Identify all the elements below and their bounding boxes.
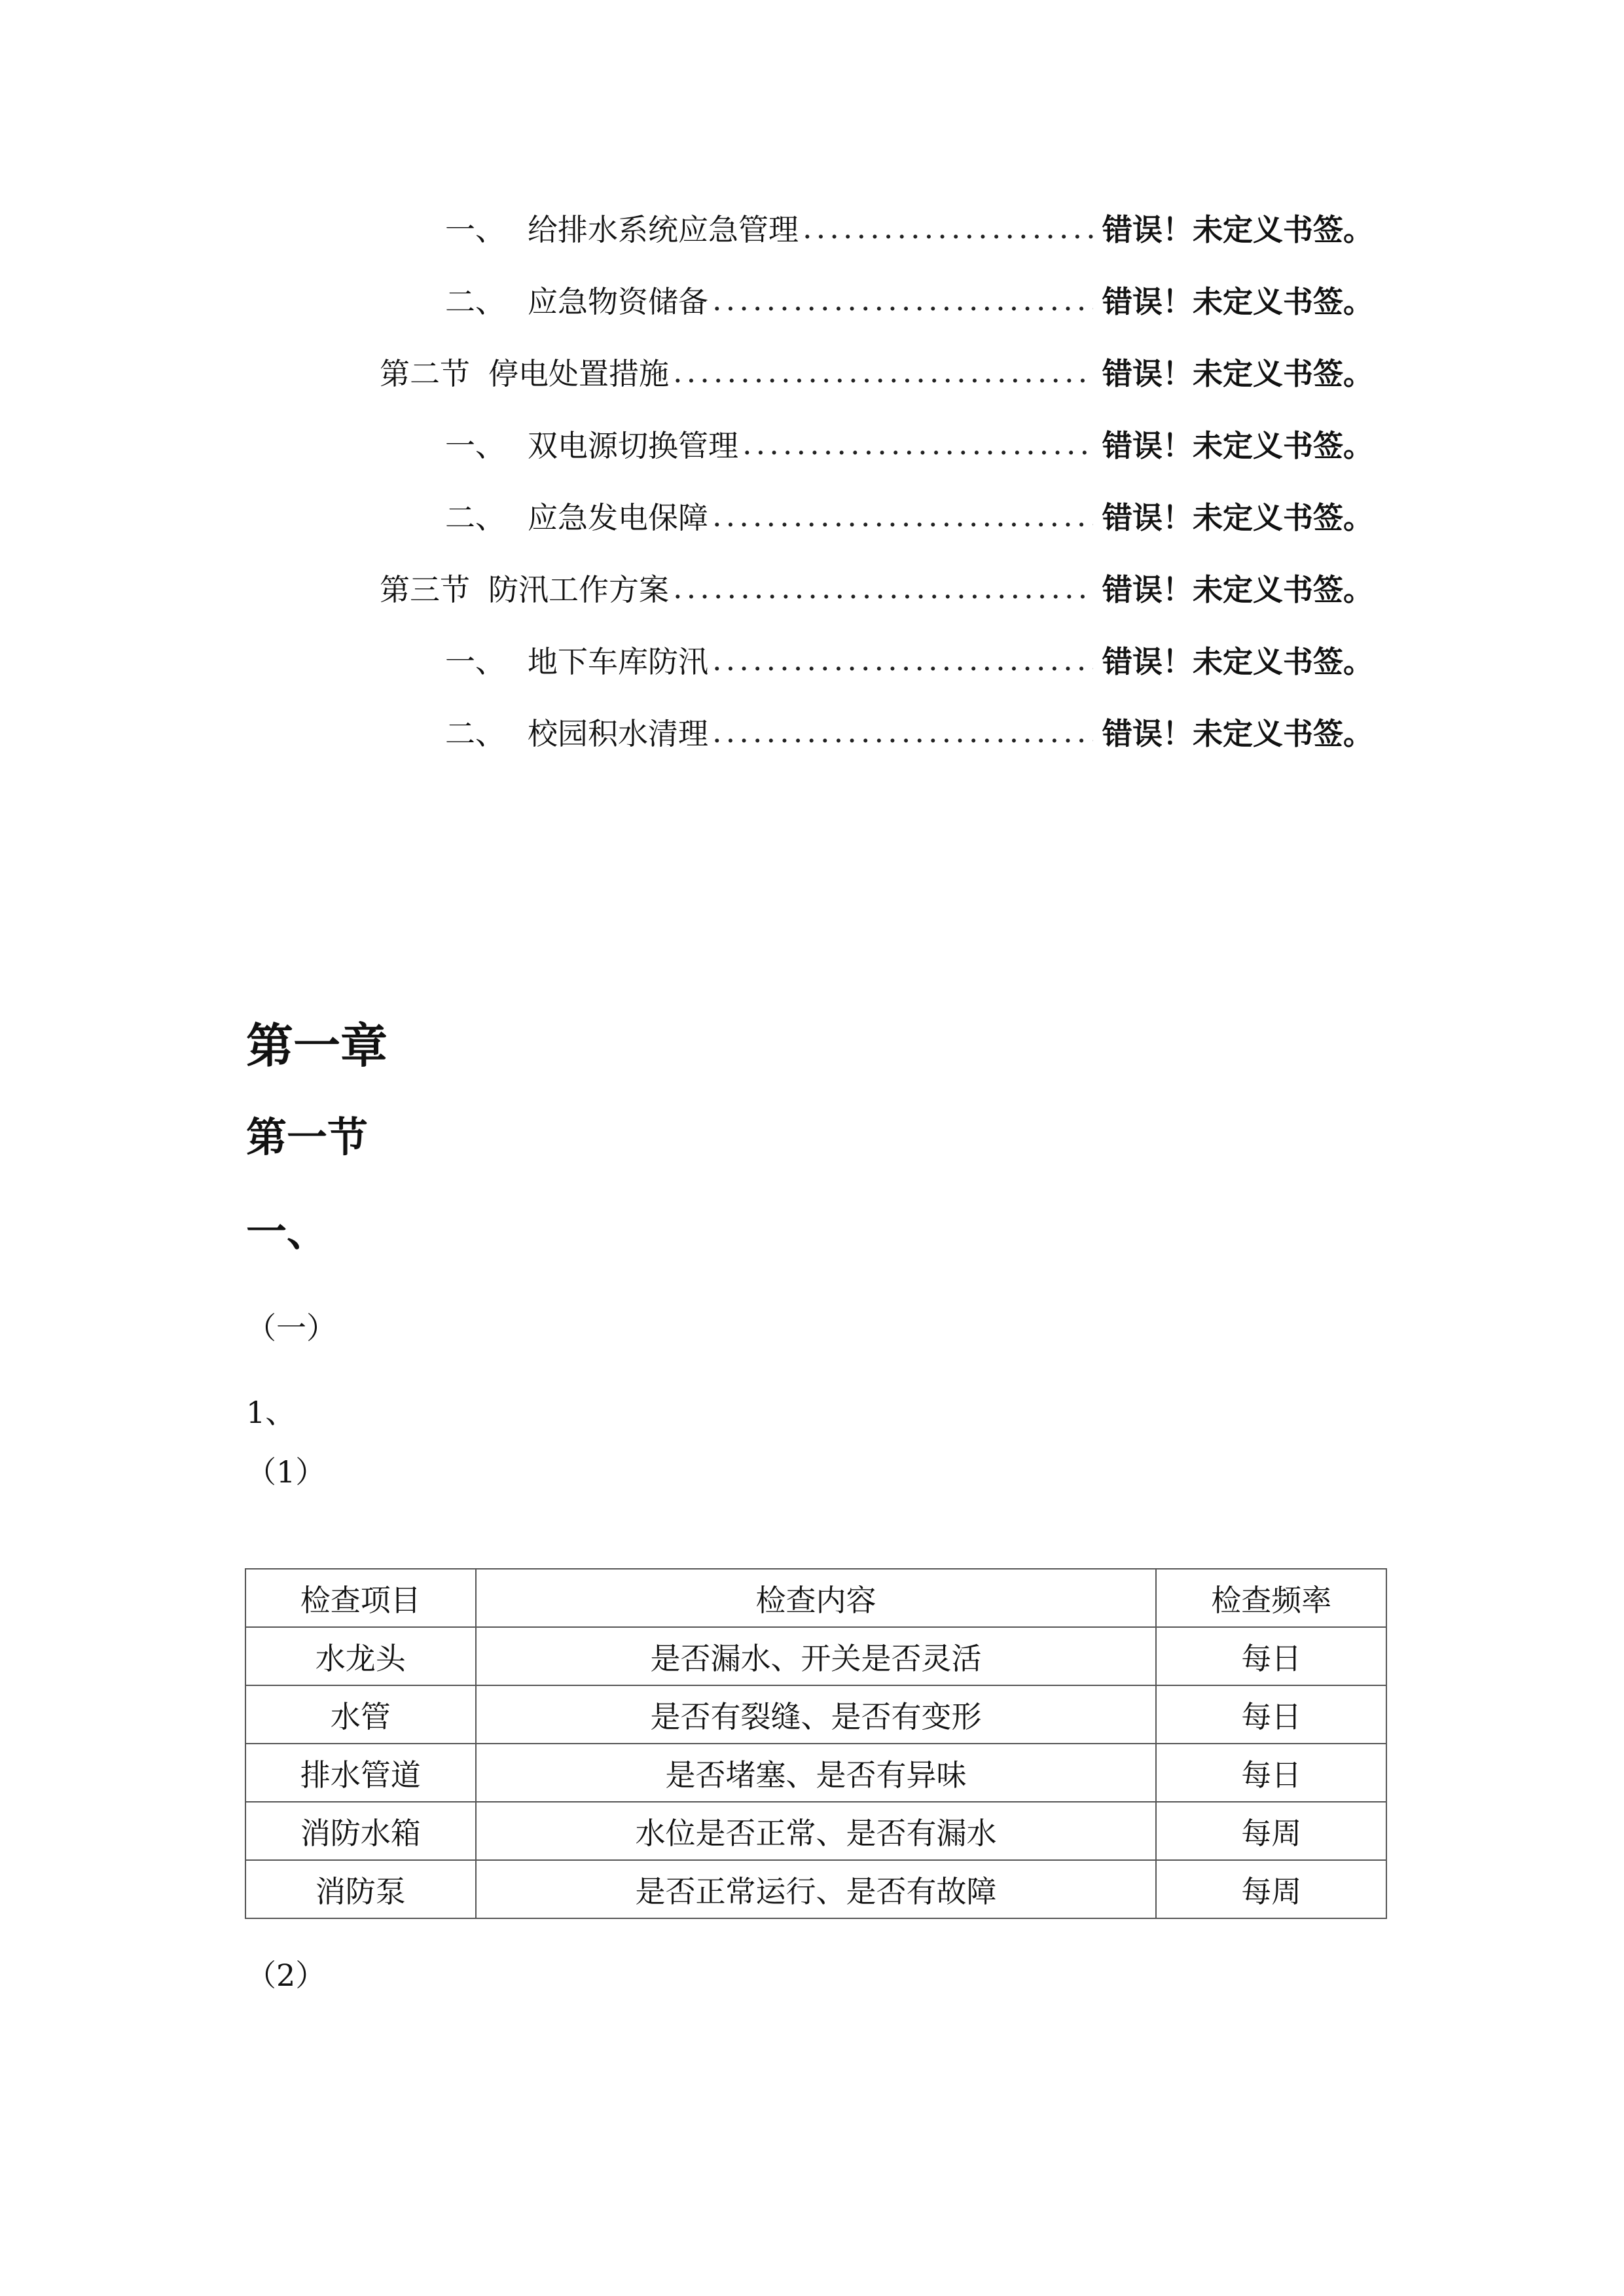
toc-entry-page-error: 错误！未定义书签。 — [1102, 644, 1373, 679]
item-heading: 一、 — [246, 1208, 328, 1255]
table-cell: 是否正常运行、是否有故障 — [476, 1860, 1157, 1918]
table-row — [245, 1685, 1386, 1744]
toc-entry-title: 应急发电保障 — [528, 500, 708, 535]
toc-entry-page-error: 错误！未定义书签。 — [1102, 284, 1373, 319]
toc-entry[interactable] — [445, 706, 1373, 758]
column-header: 检查内容 — [476, 1569, 1157, 1627]
toc-entry-page-error: 错误！未定义书签。 — [1102, 212, 1373, 247]
toc-leader-dots — [712, 642, 1093, 677]
toc-entry-page-error: 错误！未定义书签。 — [1102, 356, 1373, 391]
toc-entry-title: 防汛工作方案 — [488, 572, 669, 607]
table-row — [245, 1744, 1386, 1802]
toc-leader-dots — [712, 498, 1093, 533]
toc-entry-number: 二、 — [445, 500, 505, 535]
toc-entry-title: 停电处置措施 — [488, 356, 669, 391]
table-cell: 水龙头 — [245, 1627, 476, 1685]
toc-entry-number: 第三节 — [380, 572, 470, 607]
table-header-row — [245, 1569, 1386, 1627]
column-header: 检查频率 — [1156, 1569, 1386, 1627]
paragraph-marker-1: （1） — [246, 1454, 326, 1490]
toc-entry-title: 给排水系统应急管理 — [528, 212, 799, 247]
toc-entry[interactable] — [445, 274, 1373, 326]
toc-entry-title: 地下车库防汛 — [528, 644, 708, 679]
table-cell: 每日 — [1156, 1685, 1386, 1744]
toc-entry[interactable] — [445, 634, 1373, 686]
table-cell: 水位是否正常、是否有漏水 — [476, 1802, 1157, 1860]
toc-leader-dots — [673, 570, 1093, 605]
toc-entry-number: 一、 — [445, 212, 505, 247]
toc-leader-dots — [712, 282, 1093, 317]
subitem-heading: （一） — [246, 1310, 336, 1346]
toc-entry-title: 校园积水清理 — [528, 716, 708, 751]
table-cell: 排水管道 — [245, 1744, 476, 1802]
table-cell: 是否漏水、开关是否灵活 — [476, 1627, 1157, 1685]
toc-leader-dots — [742, 426, 1093, 461]
toc-entry-number: 二、 — [445, 716, 505, 751]
toc-leader-dots — [803, 210, 1093, 245]
table-cell: 每日 — [1156, 1744, 1386, 1802]
toc-entry[interactable] — [445, 418, 1373, 470]
toc-entry-number: 一、 — [445, 428, 505, 463]
toc-leader-dots — [712, 714, 1093, 749]
point-heading: 1、 — [246, 1395, 296, 1430]
toc-entry-title: 双电源切换管理 — [528, 428, 738, 463]
toc-entry[interactable] — [380, 346, 1373, 398]
toc-entry-page-error: 错误！未定义书签。 — [1102, 428, 1373, 463]
table-row — [245, 1627, 1386, 1685]
toc-leader-dots — [673, 354, 1093, 389]
inspection-table — [245, 1568, 1387, 1919]
table-cell: 每周 — [1156, 1802, 1386, 1860]
table-cell: 每日 — [1156, 1627, 1386, 1685]
table-row — [245, 1860, 1386, 1918]
toc-entry-number: 一、 — [445, 644, 505, 679]
toc-entry-number: 二、 — [445, 284, 505, 319]
toc-entry-number: 第二节 — [380, 356, 470, 391]
section-heading: 第一节 — [246, 1113, 369, 1161]
toc-entry-page-error: 错误！未定义书签。 — [1102, 572, 1373, 607]
toc-entry[interactable] — [445, 490, 1373, 542]
table-row — [245, 1802, 1386, 1860]
toc-entry[interactable] — [445, 202, 1373, 254]
table-cell: 是否堵塞、是否有异味 — [476, 1744, 1157, 1802]
table-cell: 消防泵 — [245, 1860, 476, 1918]
column-header: 检查项目 — [245, 1569, 476, 1627]
toc-entry[interactable] — [380, 562, 1373, 614]
table-cell: 水管 — [245, 1685, 476, 1744]
paragraph-marker-2: （2） — [246, 1958, 326, 1993]
toc-entry-page-error: 错误！未定义书签。 — [1102, 716, 1373, 751]
chapter-heading: 第一章 — [246, 1018, 388, 1073]
table-cell: 每周 — [1156, 1860, 1386, 1918]
toc-entry-page-error: 错误！未定义书签。 — [1102, 500, 1373, 535]
toc-entry-title: 应急物资储备 — [528, 284, 708, 319]
table-cell: 消防水箱 — [245, 1802, 476, 1860]
table-cell: 是否有裂缝、是否有变形 — [476, 1685, 1157, 1744]
